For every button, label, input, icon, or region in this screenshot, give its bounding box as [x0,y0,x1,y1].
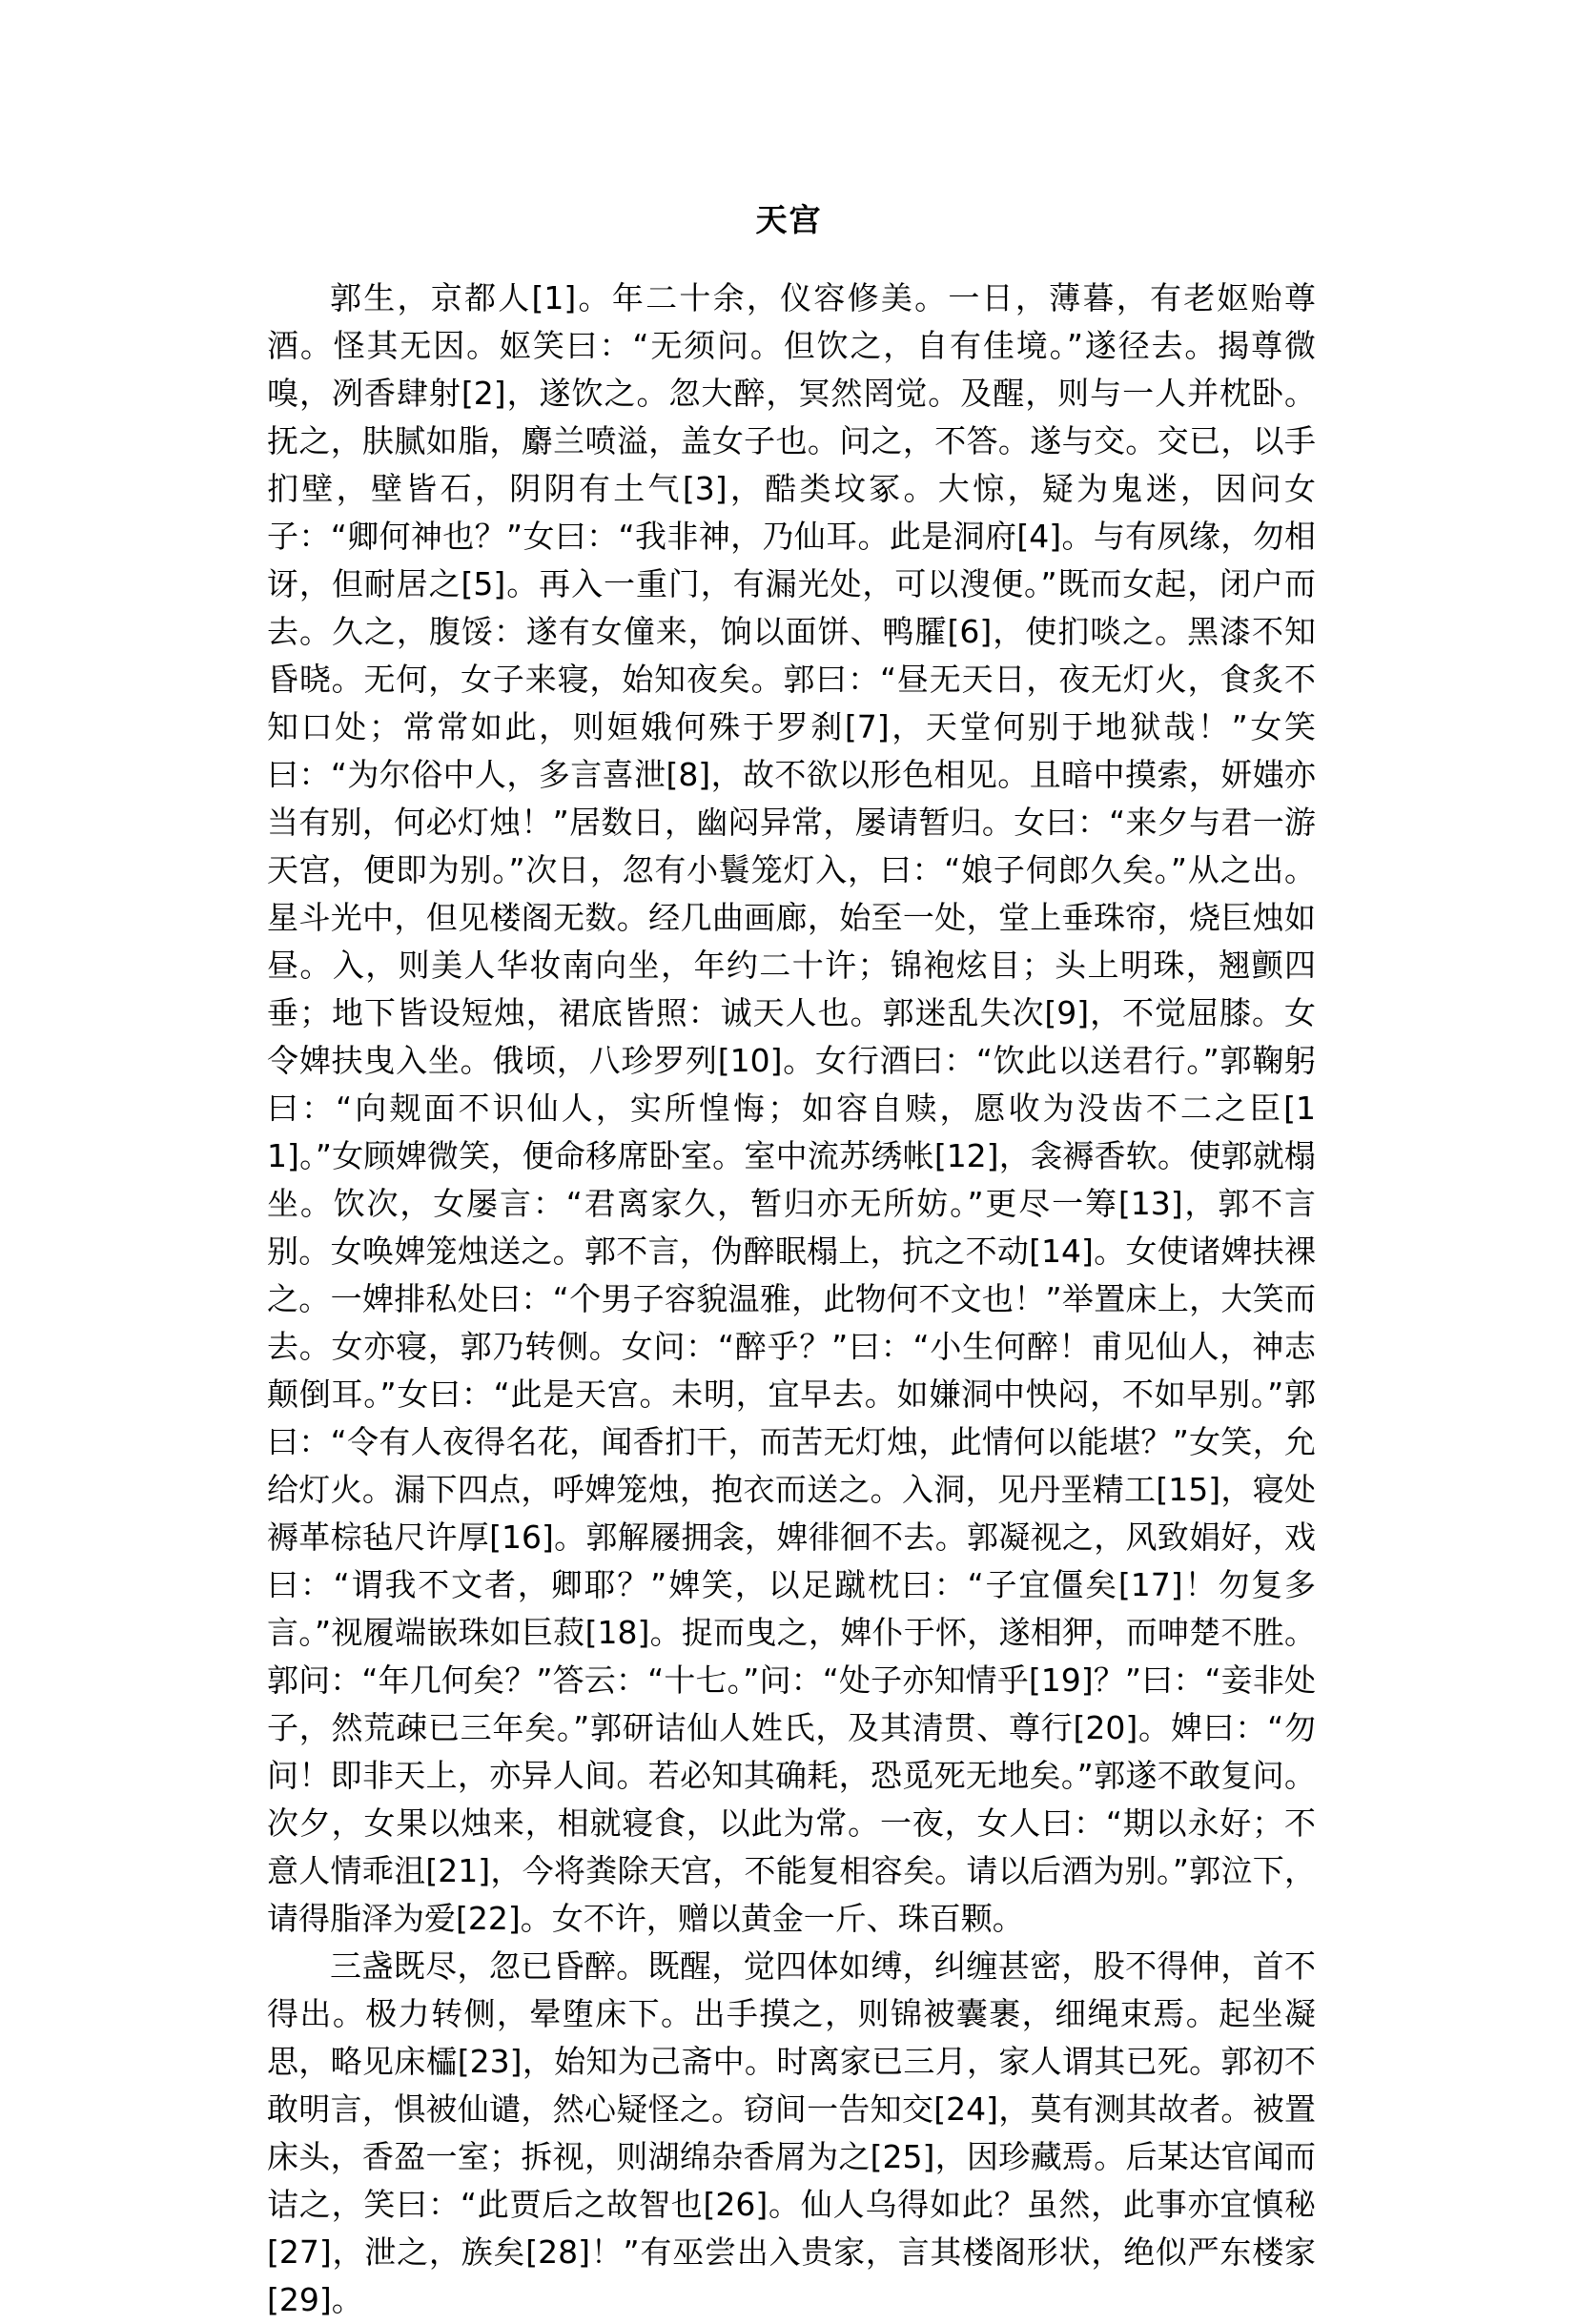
paragraph-1: 郭生，京都人[1]。年二十余，仪容修美。一日，薄暮，有老妪贻尊酒。怪其无因。妪笑曰：“无须问。但饮之，自有佳境。”遂径去。揭尊微嗅，冽香肆射[2]，遂饮之。忽大醉，冥然罔觉。及醒，则与一人并枕卧。抚之，肤腻如脂，麝兰喷溢，盖女子也。问之，不答。遂与交。交已，以手扪壁，壁皆石，阴阴有土气[3]，酷类坟冢。大惊，疑为鬼迷，因问女子：“卿何神也？”女曰：“我非神，乃仙耳。此是洞府[4]。与有夙缘，勿相讶，但耐居之[5]。再入一重门，有漏光处，可以溲便。”既而女起，闭户而去。久之，腹馁：遂有女僮来，饷以面饼、鸭臛[6]，使扪啖之。黑漆不知昏晓。无何，女子来寝，始知夜矣。郭曰：“昼无天日，夜无灯火，食炙不知口处；常常如此，则姮娥何殊于罗刹[7]，天堂何别于地狱哉！”女笑曰：“为尔俗中人，多言喜泄[8]，故不欲以形色相见。且暗中摸索，妍媸亦当有别，何必灯烛！”居数日，幽闷异常，屡请暂归。女曰：“来夕与君一游天宫，便即为别。”次日，忽有小鬟笼灯入，曰：“娘子伺郎久矣。”从之出。星斗光中，但见楼阁无数。经几曲画廊，始至一处，堂上垂珠帘，烧巨烛如昼。入，则美人华妆南向坐，年约二十许；锦袍炫目；头上明珠，翘颤四垂；地下皆设短烛，裙底皆照：诚天人也。郭迷乱失次[9]，不觉屈膝。女令婢扶曳入坐。俄顷，八珍罗列[10]。女行酒曰：“饮此以送君行。”郭鞠躬曰：“向觌面不识仙人，实所惶悔；如容自赎，愿收为没齿不二之臣[11]。”女顾婢微笑，便命移席卧室。室中流苏绣帐[12]，衾褥香软。使郭就榻坐。饮次，女屡言：“君离家久，暂归亦无所妨。”更尽一筹[13]，郭不言别。女唤婢笼烛送之。郭不言，伪醉眠榻上，抗之不动[14]。女使诸婢扶裸之。一婢排私处曰：“个男子容貌温雅，此物何不文也！”举置床上，大笑而去。女亦寝，郭乃转侧。女问：“醉乎？”曰：“小生何醉！甫见仙人，神志颠倒耳。”女曰：“此是天宫。未明，宜早去。如嫌洞中怏闷，不如早别。”郭曰：“令有人夜得名花，闻香扪干，而苦无灯烛，此情何以能堪？”女笑，允给灯火。漏下四点，呼婢笼烛，抱衣而送之。入洞，见丹垩精工[15]，寝处褥革棕毡尺许厚[16]。郭解屦拥衾，婢徘徊不去。郭凝视之，风致娟好，戏曰：“谓我不文者，卿耶？”婢笑，以足蹴枕曰：“子宜僵矣[17]！勿复多言。”视履端嵌珠如巨菽[18]。捉而曳之，婢仆于怀，遂相狎，而呻楚不胜。郭问：“年几何矣？”答云：“十七。”问：“处子亦知情乎[19]？”曰：“妾非处子，然荒疎已三年矣。”郭研诘仙人姓氏，及其清贯、尊行[20]。婢曰：“勿问！即非天上，亦异人间。若必知其确耗，恐觅死无地矣。”郭遂不敢复问。次夕，女果以烛来，相就寝食，以此为常。一夜，女人曰：“期以永好；不意人情乖沮[21]，今将粪除天宫，不能复相容矣。请以后酒为别。”郭泣下，请得脂泽为爱[22]。女不许，赠以黄金一斤、珠百颗。 [267,279,1316,1937]
document-title: 天宫 [755,201,823,238]
paragraph-2: 三盏既尽，忽已昏醉。既醒，觉四体如缚，纠缠甚密，股不得伸，首不得出。极力转侧，晕堕床下。出手摸之，则锦被囊裹，细绳束焉。起坐凝思，略见床櫺[23]，始知为己斋中。时离家已三月，家人谓其已死。郭初不敢明言，惧被仙谴，然心疑怪之。窃间一告知交[24]，莫有测其故者。被置床头，香盈一室；拆视，则湖绵杂香屑为之[25]，因珍藏焉。后某达官闻而诘之，笑曰：“此贾后之故智也[26]。仙人乌得如此？虽然，此事亦宜慎秘[27]，泄之，族矣[28]！”有巫尝出入贵家，言其楼阁形状，绝似严东楼家[29]。 [267,1947,1316,2318]
document-body [267,275,1316,2324]
